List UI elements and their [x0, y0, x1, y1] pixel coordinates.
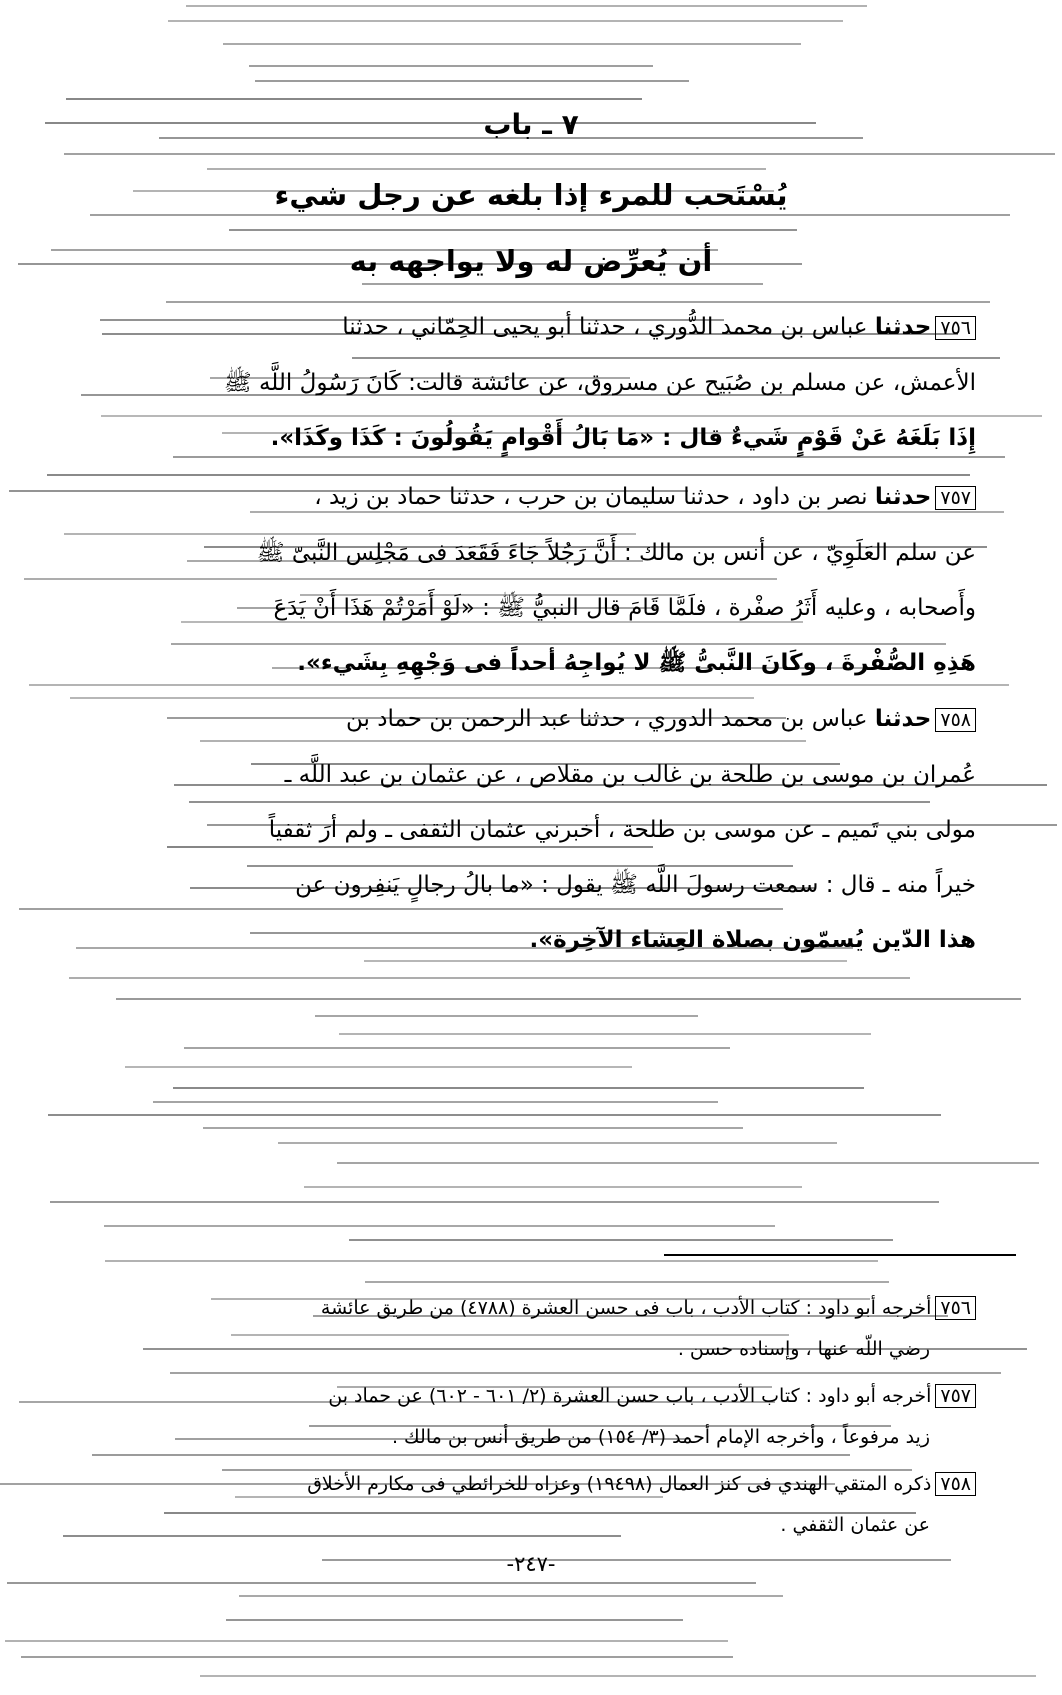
footnote-758: ٧٥٨ذكره المتقي الهندي فى كنز العمال (١٩٤٩٨) وعزاه للخرائطي فى مكارم الأخلاق عن عثمان الثقفي . [96, 1464, 976, 1546]
hadith-lead: حدثنا [874, 706, 932, 732]
footnote-number: ٧٥٧ [935, 1384, 976, 1408]
footnote-757: ٧٥٧أخرجه أبو داود : كتاب الأدب ، باب حسن العشرة (٢/ ٦٠١ - ٦٠٢) عن حماد بن زيد مرفوعاً ، وأخرجه الإمام أحمد (٣/ ١٥٤) من طريق أنس بن مالك . [96, 1376, 976, 1458]
hadith-757: ٧٥٧حدثنا نصر بن داود ، حدثنا سليمان بن حرب ، حدثنا حماد بن زيد ، عن سلم العَلَوِيّ ، عن أنس بن مالك : أَنَّ رَجُلاً جَاءَ فَقَعَدَ فى مَجْلِس النَّبىّ ﷺ وأَصحابه ، وعليه أَثَرُ صفْرة ، فلَمَّا قَامَ قال النبيُّ ﷺ : «لَوْ أَمَرْتُمْ هَذَا أَنْ يَدَعَ هَذِهِ الصُّفْرةَ ، وكَانَ النَّبىُّ ﷺ لا يُواجِهُ أحداً فى وَجْهِهِ بِشَيء». [256, 484, 976, 676]
footnote-756: ٧٥٦أخرجه أبو داود : كتاب الأدب ، باب فى حسن العشرة (٤٧٨٨) من طريق عائشة رضي اللّه عنها ، وإسناده حسن . [96, 1288, 976, 1370]
footnote-separator [664, 1254, 1016, 1256]
hadith-number: ٧٥٧ [935, 486, 976, 510]
footnote-number: ٧٥٦ [935, 1296, 976, 1320]
chapter-heading-line-1: يُسْتَحب للمرء إذا بلغه عن رجل شيء [274, 178, 788, 212]
chapter-title: ٧ ـ باب [483, 108, 579, 141]
hadith-lead: حدثنا [874, 314, 932, 340]
hadith-lead: حدثنا [874, 484, 932, 510]
hadith-number: ٧٥٨ [935, 708, 976, 732]
hadith-number: ٧٥٦ [935, 316, 976, 340]
hadith-758: ٧٥٨حدثنا عباس بن محمد الدوري ، حدثنا عبد الرحمن بن حماد بن عُمران بن موسى بن طلحة بن غالب بن مقلاص ، عن عثمان بن عبد اللَّه ـ مولى بني تَميم ـ عن موسى بن طلحة ، أخبرني عثمان الثقفى ـ ولم أرَ ثقفياً خيراً منه ـ قال : سمعت رسولَ اللَّه ﷺ يقول : «ما بالُ رجالٍ يَنفِرون عن هذا الدّين يُسمّون بصلاة العِشاء الآخِرة». [268, 706, 976, 953]
hadith-756: ٧٥٦حدثنا عباس بن محمد الدُّوري ، حدثنا أبو يحيى الحِمّاني ، حدثنا الأعمش، عن مسلم بن صُبَيح عن مسروق، عن عائشة قالت: كَانَ رَسُولُ اللَّه ﷺ إِذَا بَلَغَهُ عَنْ قَوْمٍ شَيءٌ قال : «مَا بَالُ أَقْوامٍ يَقُولُونَ : كَذَا وكَذَا». [223, 314, 976, 451]
footnote-number: ٧٥٨ [935, 1472, 976, 1496]
page-number: -٢٤٧- [506, 1552, 556, 1576]
chapter-heading-line-2: أن يُعرِّض له ولا يواجهه به [349, 244, 713, 278]
